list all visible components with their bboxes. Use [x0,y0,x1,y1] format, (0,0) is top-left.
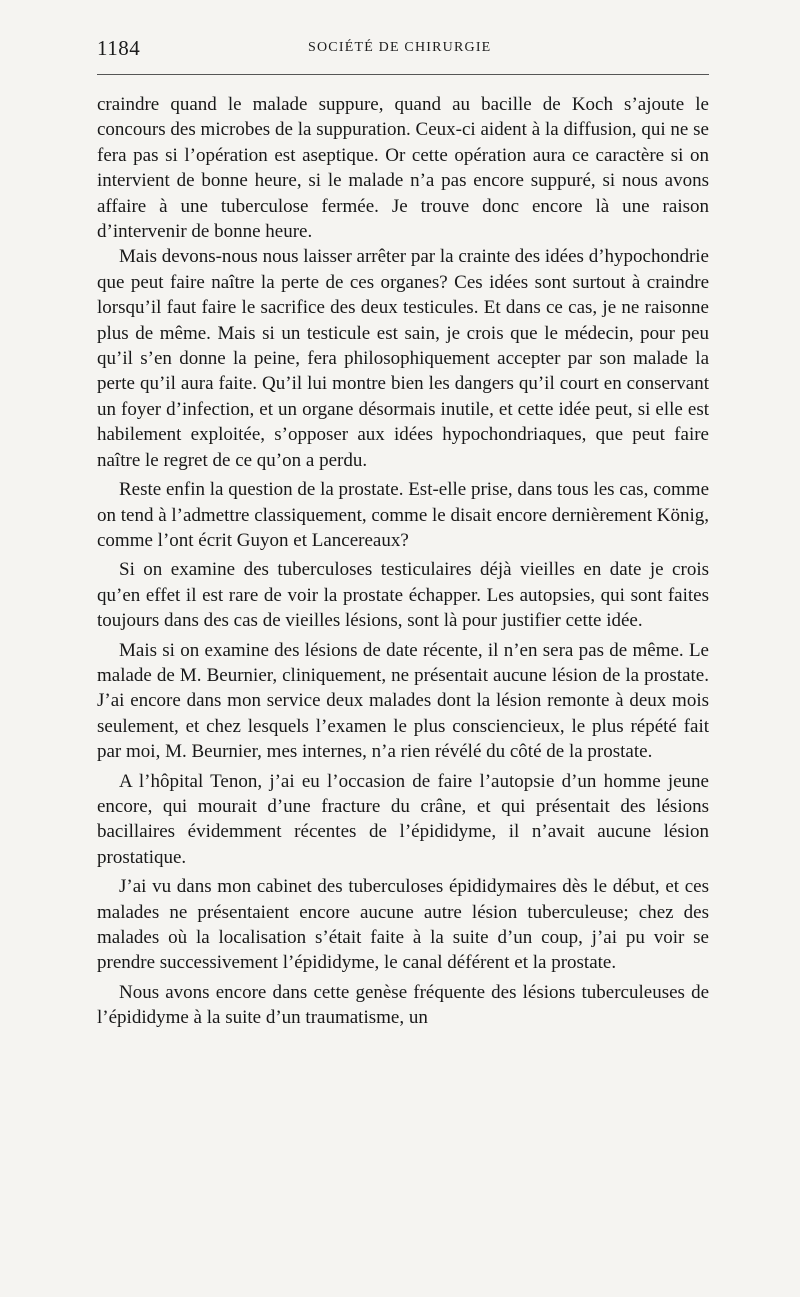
page-number: 1184 [97,36,141,60]
running-title: SOCIÉTÉ DE CHIRURGIE [308,40,492,55]
paragraph-recent-lesions: Mais si on examine des lésions de date récente, il n’en sera pas de même. Le malade de M. Beurnier, cliniquement, ne présentait aucune lésion de la prostate. J’ai encore dans mon service deux malades dont la lésion remonte à deux mois seulement, et chez lesquels l’examen le plus consciencieux, le plus répété fait par moi, M. Beurnier, mes internes, n’a rien révélé du côté de la prostate. [97,639,709,763]
paragraph-genese: Nous avons encore dans cette genèse fréquente des lésions tuberculeuses de l’épididyme à la suite d’un traumatisme, un [97,981,709,1029]
body-text [97,92,709,1031]
header-rule [97,74,709,75]
paragraph-continuation: craindre quand le malade suppure, quand au bacille de Koch s’ajoute le concours des microbes de la suppuration. Ceux-ci aident à la diffusion, qui ne se fera pas si l’opération est aseptique. Or cette opération aura ce caractère si on intervient de bonne heure, si le malade n’a pas encore suppuré, si nous avons affaire à une tuberculose fermée. Je trouve donc encore là une raison d’intervenir de bonne heure. [97,94,709,243]
paragraph-hypochondrie: Mais devons-nous nous laisser arrêter par la crainte des idées d’hypochondrie que peut faire naître la perte de ces organes? Ces idées sont surtout à craindre lorsqu’il faut faire le sacrifice des deux testicules. Et dans ce cas, je ne raisonne plus de même. Mais si un testicule est sain, je crois que le médecin, pour peu qu’il s’en donne la peine, fera philosophiquement accepter par son malade la perte qu’il aura faite. Qu’il lui montre bien les dangers qu’il court en conservant un foyer d’infection, et un organe désormais inutile, et cette idée peut, si elle est habilement exploitée, s’opposer aux idées hypochondriaques, que peut faire naître le regret de ce qu’on a perdu. [97,246,709,471]
paragraph-old-lesions: Si on examine des tuberculoses testiculaires déjà vieilles en date je crois qu’en effet il est rare de voir la prostate échapper. Les autopsies, qui sont faites toujours dans des cas de vieilles lésions, sont là pour justifier cette idée. [97,559,709,632]
paragraph-prostate-question: Reste enfin la question de la prostate. Est-elle prise, dans tous les cas, comme on tend à l’admettre classiquement, comme le disait encore dernièrement König, comme l’ont écrit Guyon et Lancereaux? [97,479,709,551]
page-header [97,36,709,64]
paragraph-hopital-tenon: A l’hôpital Tenon, j’ai eu l’occasion de faire l’autopsie d’un homme jeune encore, qui mourait d’une fracture du crâne, et qui présentait des lésions bacillaires évidemment récentes de l’épididyme, il n’avait aucune lésion prostatique. [97,770,709,868]
paragraph-cabinet: J’ai vu dans mon cabinet des tuberculoses épididymaires dès le début, et ces malades ne présentaient encore aucune autre lésion tuberculeuse; chez des malades où la localisation s’était faite à la suite d’un coup, j’ai pu voir se prendre successivement l’épididyme, le canal déférent et la prostate. [97,876,709,974]
